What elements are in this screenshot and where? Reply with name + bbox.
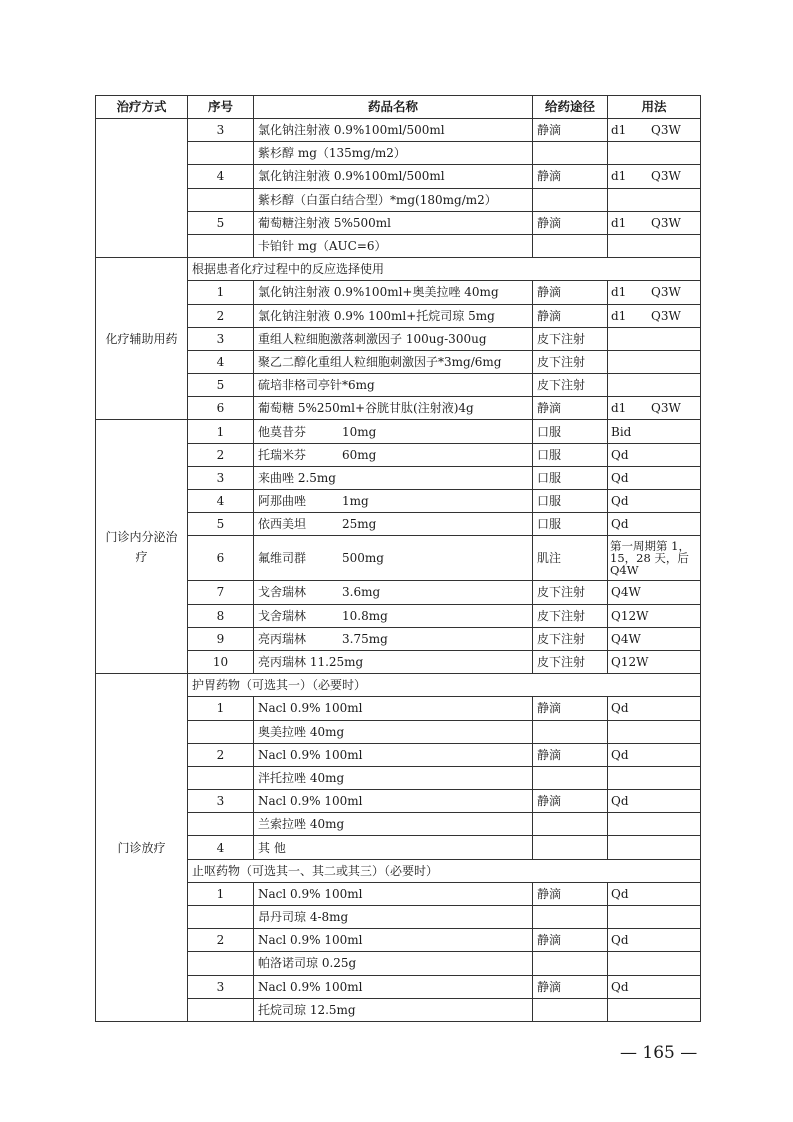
usage-cell — [608, 443, 701, 466]
header-treatment: 治疗方式 — [96, 96, 188, 119]
page-number: — 165 — — [620, 1043, 698, 1063]
route-cell: 静滴 — [533, 119, 608, 142]
usage-cell — [608, 604, 701, 627]
route-cell: 口服 — [533, 513, 608, 536]
usage-cell — [608, 929, 701, 952]
seq-cell — [188, 720, 254, 743]
seq-cell: 5 — [188, 211, 254, 234]
usage-cell — [608, 836, 701, 859]
usage-day: Qd — [611, 517, 629, 532]
route-cell — [533, 234, 608, 257]
usage-cell — [608, 790, 701, 813]
usage-cell — [608, 743, 701, 766]
header-drug: 药品名称 — [254, 96, 533, 119]
drug-name-cell: Nacl 0.9% 100ml — [254, 790, 533, 813]
usage-day: Qd — [611, 747, 629, 762]
header-seq: 序号 — [188, 96, 254, 119]
route-cell: 皮下注射 — [533, 604, 608, 627]
route-cell: 皮下注射 — [533, 374, 608, 397]
usage-cell — [608, 650, 701, 673]
drug-name-cell: 聚乙二醇化重组人粒细胞刺激因子*3mg/6mg — [254, 350, 533, 373]
route-cell: 静滴 — [533, 397, 608, 420]
route-cell: 静滴 — [533, 165, 608, 188]
usage-cell — [608, 813, 701, 836]
route-cell — [533, 998, 608, 1021]
seq-cell: 1 — [188, 697, 254, 720]
drug-name-cell: 紫杉醇 mg（135mg/m2） — [254, 142, 533, 165]
drug-name-cell: 硫培非格司亭针*6mg — [254, 374, 533, 397]
route-cell: 口服 — [533, 420, 608, 443]
drug-name-cell: 戈舍瑞林 10.8mg — [254, 604, 533, 627]
usage-day: 第一周期第 1，15，28 天，后 Q4W — [610, 539, 690, 578]
route-cell — [533, 766, 608, 789]
usage-cell — [608, 397, 701, 420]
seq-cell — [188, 234, 254, 257]
seq-cell: 4 — [188, 836, 254, 859]
drug-table — [95, 95, 701, 1022]
seq-cell — [188, 188, 254, 211]
usage-day: d1 — [611, 215, 627, 230]
route-cell: 肌注 — [533, 536, 608, 581]
route-cell: 静滴 — [533, 975, 608, 998]
usage-day: d1 — [611, 123, 627, 138]
usage-day: Qd — [611, 701, 629, 716]
drug-name-cell: 其 他 — [254, 836, 533, 859]
seq-cell: 6 — [188, 536, 254, 581]
drug-name-cell: 兰索拉唑 40mg — [254, 813, 533, 836]
seq-cell: 5 — [188, 374, 254, 397]
seq-cell — [188, 813, 254, 836]
table-row — [96, 258, 701, 281]
drug-name-cell: 氯化钠注射液 0.9%100ml/500ml — [254, 165, 533, 188]
drug-name-cell: 亮丙瑞林 11.25mg — [254, 650, 533, 673]
drug-name-cell: 奥美拉唑 40mg — [254, 720, 533, 743]
usage-day: d1 — [611, 308, 627, 323]
seq-cell — [188, 998, 254, 1021]
usage-cell — [608, 766, 701, 789]
route-cell — [533, 952, 608, 975]
usage-cell — [608, 490, 701, 513]
usage-frequency: Q3W — [651, 215, 681, 230]
table-row — [96, 420, 701, 443]
usage-cell — [608, 211, 701, 234]
seq-cell: 9 — [188, 627, 254, 650]
route-cell — [533, 142, 608, 165]
usage-day: Q4W — [611, 631, 641, 646]
seq-cell: 7 — [188, 581, 254, 604]
usage-cell — [608, 581, 701, 604]
route-cell — [533, 836, 608, 859]
seq-cell: 3 — [188, 119, 254, 142]
seq-cell — [188, 142, 254, 165]
drug-name-cell: 泮托拉唑 40mg — [254, 766, 533, 789]
seq-cell: 2 — [188, 443, 254, 466]
usage-day: Qd — [611, 447, 629, 462]
usage-day: Qd — [611, 494, 629, 509]
route-cell — [533, 813, 608, 836]
section-note: 根据患者化疗过程中的反应选择使用 — [188, 258, 701, 281]
drug-name-cell: 昂丹司琼 4-8mg — [254, 906, 533, 929]
usage-cell — [608, 420, 701, 443]
seq-cell: 6 — [188, 397, 254, 420]
usage-day: d1 — [611, 285, 627, 300]
route-cell: 静滴 — [533, 743, 608, 766]
route-cell: 口服 — [533, 443, 608, 466]
treatment-category — [96, 119, 188, 258]
seq-cell: 10 — [188, 650, 254, 673]
route-cell: 口服 — [533, 466, 608, 489]
usage-cell — [608, 536, 701, 581]
seq-cell — [188, 952, 254, 975]
usage-day: Qd — [611, 979, 629, 994]
drug-name-cell: 戈舍瑞林 3.6mg — [254, 581, 533, 604]
drug-name-cell: 氯化钠注射液 0.9%100ml+奥美拉唑 40mg — [254, 281, 533, 304]
usage-cell — [608, 188, 701, 211]
seq-cell: 3 — [188, 975, 254, 998]
usage-frequency: Q3W — [651, 169, 681, 184]
usage-day: Qd — [611, 886, 629, 901]
section-note: 护胃药物（可选其一）（必要时） — [188, 674, 701, 697]
drug-name-cell: 依西美坦 25mg — [254, 513, 533, 536]
drug-name-cell: Nacl 0.9% 100ml — [254, 697, 533, 720]
route-cell: 口服 — [533, 490, 608, 513]
seq-cell: 5 — [188, 513, 254, 536]
route-cell — [533, 188, 608, 211]
usage-frequency: Q3W — [651, 285, 681, 300]
drug-name-cell: 重组人粒细胞激落刺激因子 100ug-300ug — [254, 327, 533, 350]
usage-frequency: Q3W — [651, 123, 681, 138]
drug-name-cell: 氯化钠注射液 0.9% 100ml+托烷司琼 5mg — [254, 304, 533, 327]
route-cell: 静滴 — [533, 790, 608, 813]
drug-name-cell: 氟维司群 500mg — [254, 536, 533, 581]
usage-cell — [608, 952, 701, 975]
route-cell: 静滴 — [533, 211, 608, 234]
drug-name-cell: Nacl 0.9% 100ml — [254, 975, 533, 998]
usage-day: Q12W — [611, 608, 649, 623]
usage-cell — [608, 466, 701, 489]
seq-cell: 2 — [188, 929, 254, 952]
drug-name-cell: 他莫昔芬 10mg — [254, 420, 533, 443]
seq-cell — [188, 906, 254, 929]
route-cell — [533, 720, 608, 743]
route-cell: 静滴 — [533, 697, 608, 720]
section-note: 止呕药物（可选其一、其二或其三）（必要时） — [188, 859, 701, 882]
usage-day: d1 — [611, 401, 627, 416]
seq-cell: 8 — [188, 604, 254, 627]
route-cell: 皮下注射 — [533, 327, 608, 350]
table-row — [96, 674, 701, 697]
drug-name-cell: Nacl 0.9% 100ml — [254, 929, 533, 952]
route-cell: 静滴 — [533, 281, 608, 304]
route-cell: 皮下注射 — [533, 350, 608, 373]
usage-day: d1 — [611, 169, 627, 184]
seq-cell: 3 — [188, 790, 254, 813]
usage-frequency: Q3W — [651, 308, 681, 323]
usage-cell — [608, 998, 701, 1021]
usage-day: Q4W — [611, 585, 641, 600]
seq-cell: 4 — [188, 165, 254, 188]
drug-name-cell: 来曲唑 2.5mg — [254, 466, 533, 489]
seq-cell: 3 — [188, 327, 254, 350]
drug-name-cell: 葡萄糖注射液 5%500ml — [254, 211, 533, 234]
table-row — [96, 119, 701, 142]
usage-cell — [608, 627, 701, 650]
usage-day: Qd — [611, 470, 629, 485]
seq-cell: 4 — [188, 350, 254, 373]
treatment-category: 门诊内分泌治疗 — [96, 420, 188, 674]
route-cell: 静滴 — [533, 882, 608, 905]
usage-frequency: Q3W — [651, 401, 681, 416]
usage-day: Qd — [611, 933, 629, 948]
route-cell: 皮下注射 — [533, 650, 608, 673]
drug-name-cell: Nacl 0.9% 100ml — [254, 882, 533, 905]
usage-cell — [608, 882, 701, 905]
usage-cell — [608, 142, 701, 165]
drug-name-cell: 亮丙瑞林 3.75mg — [254, 627, 533, 650]
usage-cell — [608, 906, 701, 929]
route-cell: 皮下注射 — [533, 581, 608, 604]
seq-cell: 1 — [188, 281, 254, 304]
usage-cell — [608, 513, 701, 536]
usage-cell — [608, 327, 701, 350]
drug-name-cell: 阿那曲唑 1mg — [254, 490, 533, 513]
route-cell — [533, 906, 608, 929]
route-cell: 静滴 — [533, 929, 608, 952]
seq-cell — [188, 766, 254, 789]
route-cell: 静滴 — [533, 304, 608, 327]
drug-name-cell: 托烷司琼 12.5mg — [254, 998, 533, 1021]
seq-cell: 3 — [188, 466, 254, 489]
treatment-category: 化疗辅助用药 — [96, 258, 188, 420]
seq-cell: 2 — [188, 304, 254, 327]
usage-cell — [608, 281, 701, 304]
drug-name-cell: 帕洛诺司琼 0.25g — [254, 952, 533, 975]
seq-cell: 4 — [188, 490, 254, 513]
usage-cell — [608, 350, 701, 373]
usage-cell — [608, 165, 701, 188]
usage-day: Q12W — [611, 655, 649, 670]
usage-cell — [608, 697, 701, 720]
drug-name-cell: 葡萄糖 5%250ml+谷胱甘肽(注射液)4g — [254, 397, 533, 420]
usage-day: Bid — [611, 424, 632, 439]
usage-day: Qd — [611, 794, 629, 809]
seq-cell: 2 — [188, 743, 254, 766]
treatment-category: 门诊放疗 — [96, 674, 188, 1022]
usage-cell — [608, 720, 701, 743]
drug-name-cell: 紫杉醇（白蛋白结合型）*mg(180mg/m2） — [254, 188, 533, 211]
route-cell: 皮下注射 — [533, 627, 608, 650]
table-header — [96, 96, 701, 119]
seq-cell: 1 — [188, 420, 254, 443]
usage-cell — [608, 304, 701, 327]
header-usage: 用法 — [608, 96, 701, 119]
drug-name-cell: 氯化钠注射液 0.9%100ml/500ml — [254, 119, 533, 142]
drug-name-cell: Nacl 0.9% 100ml — [254, 743, 533, 766]
header-route: 给药途径 — [533, 96, 608, 119]
drug-name-cell: 卡铂针 mg（AUC=6） — [254, 234, 533, 257]
usage-cell — [608, 374, 701, 397]
usage-cell — [608, 119, 701, 142]
drug-name-cell: 托瑞米芬 60mg — [254, 443, 533, 466]
seq-cell: 1 — [188, 882, 254, 905]
usage-cell — [608, 975, 701, 998]
usage-cell — [608, 234, 701, 257]
